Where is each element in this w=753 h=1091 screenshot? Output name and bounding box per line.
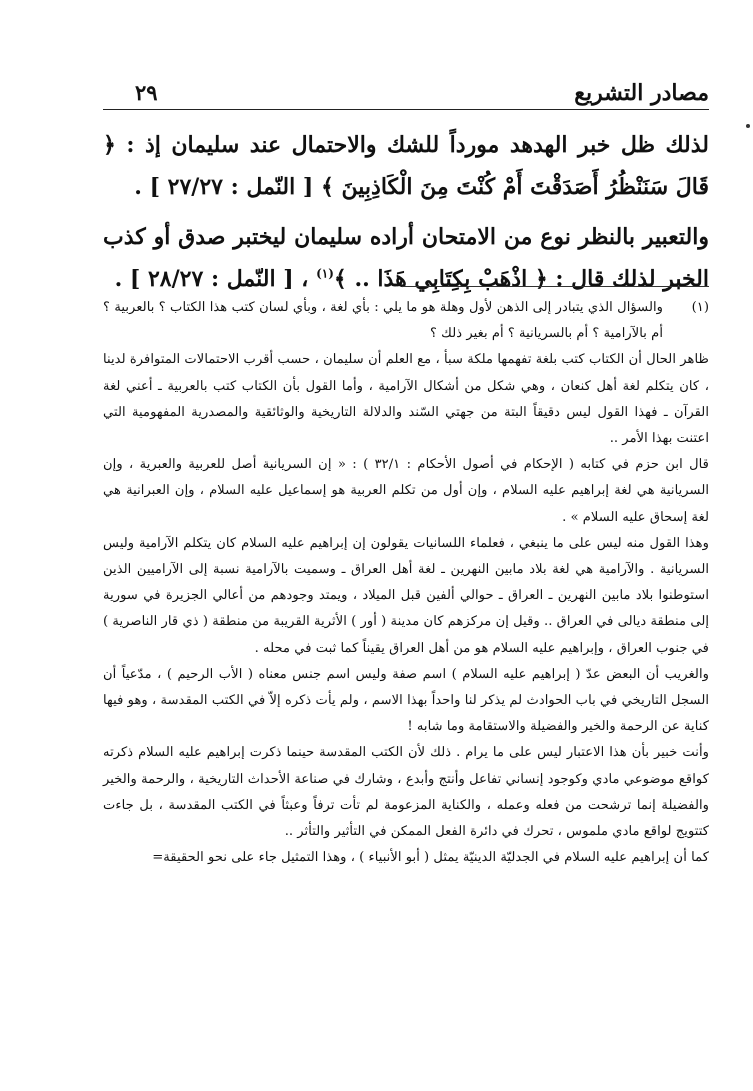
footnote-number: (١) [691,300,709,315]
footnotes [103,295,709,871]
footnote-paragraph: والغريب أن البعض عدّ ( إبراهيم عليه السلام ) اسم صفة وليس اسم جنس معناه ( الأب الرحيم ) ، مدّعياً أن السجل التاريخي في باب الحوادث لم يذكر لنا واحداً بهذا الاسم ، ولم يأت ذكره إلاّ في الكتب المقدسة ، وهو فيها كناية عن الرحمة والخير والفضيلة والاستقامة وما شابه ! [103,666,709,735]
footnote-divider [402,286,709,287]
header-title: مصادر التشريع [574,80,709,106]
footnote-paragraph: ظاهر الحال أن الكتاب كتب بلغة تفهمها ملكة سبأ ، مع العلم أن سليمان ، حسب أقرب الاحتمالات المتوافرة لدينا ، كان يتكلم لغة أهل كنعان ، وهي شكل من أشكال الآرامية ، وأما القول بأن الكتاب كتب بالعربية ـ أعني لغة القرآن ـ فهذا القول ليس دقيقاً البتة من جهتي السّند والدلالة التاريخية والوثائقية والمصدرية المفهومية التي اعتنت بهذا الأمر .. [103,352,709,447]
main-text [103,124,709,308]
main-paragraph-1: لذلك ظل خبر الهدهد مورداً للشك والاحتمال عند سليمان إذ : ﴿ قَالَ سَنَنْظُرُ أَصَدَقْتَ أَمْ كُنْتَ مِنَ الْكَاذِبِينَ ﴾ [ النّمل : ٢٧/٢٧ ] . [103,132,709,200]
footnote-reference: (١) [316,266,334,281]
margin-mark [746,124,750,128]
footnote-paragraph: والسؤال الذي يتبادر إلى الذهن لأول وهلة هو ما يلي : بأي لغة ، وبأي لسان كتب هذا الكتاب ؟ بالعربية ؟ أم بالآرامية ؟ أم بالسريانية ؟ أم بغير ذلك ؟ [103,300,663,342]
footnote-paragraph: وهذا القول منه ليس على ما ينبغي ، فعلماء اللسانيات يقولون إن إبراهيم عليه السلام كان يتكلم الآرامية وليس السريانية . والآرامية هي لغة بلاد مابين النهرين ـ لغة أهل العراق ـ وسميت بالآرامية نسبة إلى الآراميين الذين استوطنوا بلاد مابين النهرين ـ العراق ـ حوالي ألفين قبل الميلاد ، ويمتد وجودهم من أعالي الجزيرة في سورية إلى منطقة ديالى في العراق .. وقيل إن مركزهم كان مدينة ( أور ) الأثرية القريبة من منطقة ( ذي قار الناصرية ) في جنوب العراق ، وإبراهيم عليه السلام هو من أهل العراق يقيناً كما ثبت في محله . [103,535,709,656]
footnote-paragraph: كما أن إبراهيم عليه السلام في الجدليّة الدينيّة يمثل ( أبو الأنبياء ) ، وهذا التمثيل جاء على نحو الحقيقة= [152,850,709,866]
main-paragraph-2-citation: ، [ النّمل : ٢٨/٢٧ ] . [114,266,317,292]
footnote-1 [103,295,709,347]
page-number: ٢٩ [135,80,158,105]
main-paragraph-2-text: والتعبير بالنظر نوع من الامتحان أراده سليمان ليختبر صدق أو كذب الخبر لذلك قال : ﴿ اذْهَبْ بِكِتَابِي هَذَا .. ﴾ [103,224,709,292]
header-divider [103,109,709,110]
running-header [103,80,709,108]
footnote-continuation [103,347,709,871]
footnote-paragraph: قال ابن حزم في كتابه ( الإحكام في أصول الأحكام : ٣٢/١ ) : « إن السريانية أصل للعربية والعبرية ، وإن السريانية هي لغة إبراهيم عليه السلام ، وإن أول من تكلم العربية هو إسماعيل عليه السلام ، وإن العبرانية هي لغة إسحاق عليه السلام » . [103,457,709,525]
main-paragraph-2 [103,216,709,300]
footnote-paragraph: وأنت خبير بأن هذا الاعتبار ليس على ما يرام . ذلك لأن الكتب المقدسة حينما ذكرت إبراهيم عليه السلام ذكرته كواقع موضوعي مادي وكوجود إنساني تفاعل وأنتج وأبدع ، وشارك في صناعة الأحداث التاريخية ، والرحمة والخير والفضيلة إنما ترشحت من فعله وعمله ، والكناية المزعومة لم تأت ترفاً وعبثاً في الكتب المقدسة ، بل جاءت كتتويج لواقع مادي ملموس ، تحرك في دائرة الفعل الممكن في التأثير والتأثر .. [103,745,709,840]
